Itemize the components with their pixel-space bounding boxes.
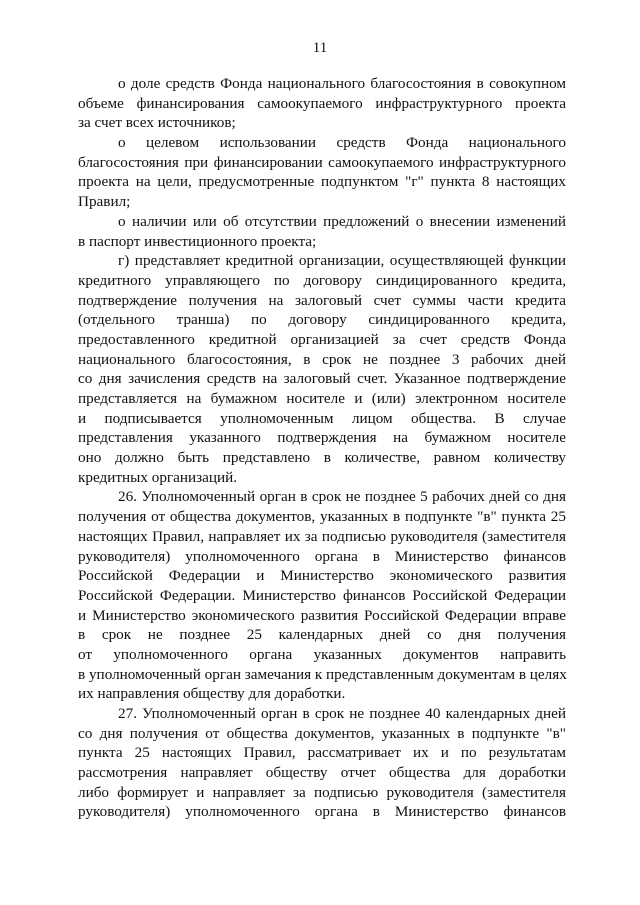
text-line: Российской Федерации и Министерство экономического развития — [78, 567, 566, 585]
text-line: в уполномоченный орган замечания к представленным документам в целях — [78, 665, 567, 683]
text-line: кредитного управляющего по договору синдицированного кредита, — [78, 271, 566, 289]
text-line: руководителя) уполномоченного органа в Министерство финансов — [78, 803, 566, 821]
text-line: настоящих Правил, направляет их за подписью руководителя (заместителя — [78, 527, 566, 545]
text-line: оно должно быть представлено в количестве, равном количеству — [78, 449, 566, 467]
document-body — [78, 74, 566, 822]
text-line: г) представляет кредитной организации, осуществляющей функции — [118, 252, 566, 270]
text-line: руководителя) уполномоченного органа в Министерство финансов — [78, 547, 566, 565]
text-line: 26. Уполномоченный орган в срок не позднее 5 рабочих дней со дня — [118, 488, 566, 506]
page-number: 11 — [312, 40, 328, 56]
text-line: Российской Федерации. Министерство финансов Российской Федерации — [78, 586, 566, 604]
text-line: подтверждение получения на залоговый счет суммы части кредита — [78, 291, 566, 309]
text-line: со дня зачисления средств на залоговый счет. Указанное подтверждение — [78, 370, 566, 388]
text-line: в паспорт инвестиционного проекта; — [78, 232, 317, 250]
text-line: благосостояния при финансировании самоокупаемого инфраструктурного — [78, 153, 566, 171]
text-line: 27. Уполномоченный орган в срок не позднее 40 календарных дней — [118, 705, 566, 722]
text-line: проекта на цели, предусмотренные подпунктом "г" пункта 8 настоящих — [78, 173, 566, 191]
text-line: со дня получения от общества документов, указанных в подпункте "в" — [78, 724, 566, 742]
text-line: о наличии или об отсутствии предложений о внесении изменений — [118, 212, 566, 230]
text-line: национального благосостояния, в срок не позднее 3 рабочих дней — [78, 350, 566, 368]
text-line: Правил; — [78, 193, 131, 211]
text-line: за счет всех источников; — [78, 114, 236, 132]
text-line: о доле средств Фонда национального благосостояния в совокупном — [118, 75, 566, 92]
text-line: в срок не позднее 25 календарных дней со дня получения — [78, 626, 566, 644]
text-line: и подписывается уполномоченным лицом общества. В случае — [78, 409, 566, 427]
text-line: и Министерство экономического развития Российской Федерации вправе — [78, 606, 566, 624]
text-line: объеме финансирования самоокупаемого инфраструктурного проекта — [78, 94, 566, 112]
text-line: кредитных организаций. — [78, 468, 238, 486]
text-line: либо формирует и направляет за подписью руководителя (заместителя — [78, 783, 566, 801]
text-line: представления указанного подтверждения на бумажном носителе — [78, 429, 566, 447]
text-line: рассмотрения направляет обществу отчет общества для доработки — [78, 764, 566, 782]
text-line: от уполномоченного органа указанных документов направить — [78, 645, 566, 663]
text-line: (отдельного транша) по договору синдицированного кредита, — [78, 311, 566, 329]
text-line: пункта 25 настоящих Правил, рассматривает их и по результатам — [78, 744, 566, 762]
text-line: о целевом использовании средств Фонда национального — [118, 134, 566, 152]
text-line: предоставленного кредитной организацией за счет средств Фонда — [78, 330, 566, 348]
text-line: получения от общества документов, указанных в подпункте "в" пункта 25 — [78, 508, 566, 526]
text-line: представляется на бумажном носителе и (или) электронном носителе — [78, 390, 566, 407]
text-line: их направления обществу для доработки. — [78, 685, 346, 703]
